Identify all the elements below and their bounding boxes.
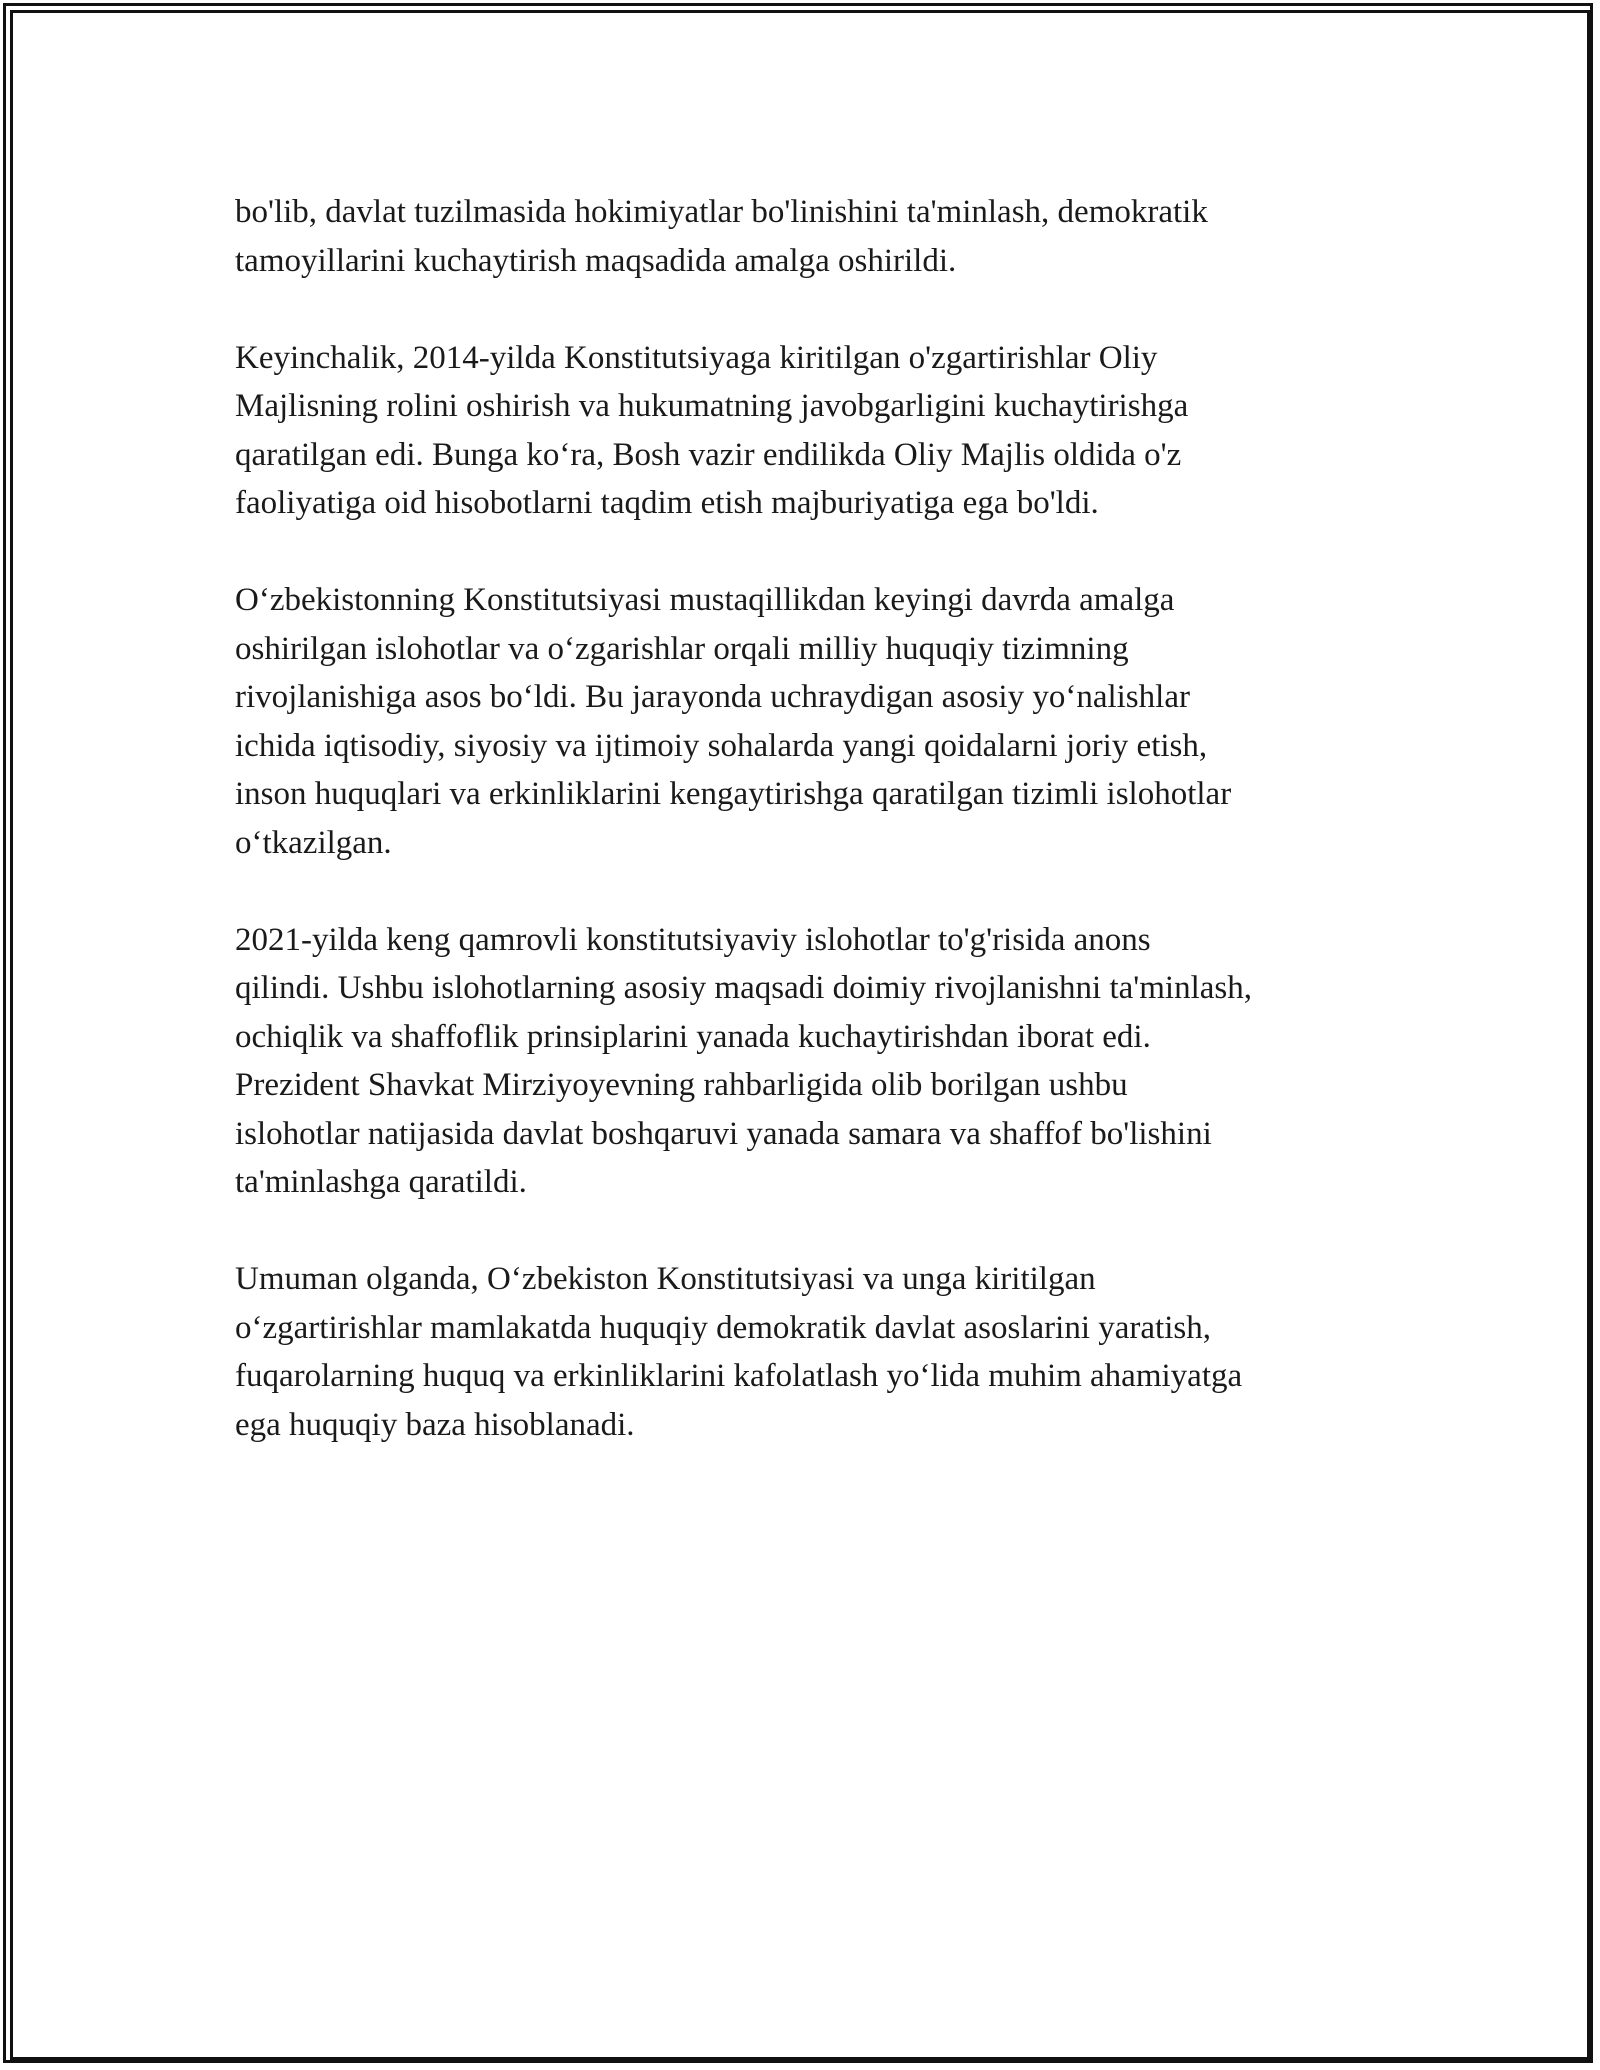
text-line: Prezident Shavkat Mirziyoyevning rahbarligida olib borilgan ushbu xyxy=(235,1067,1128,1103)
text-line: bo'lib, davlat tuzilmasida hokimiyatlar bo'linishini ta'minlash, demokratik xyxy=(235,194,1208,230)
paragraph-4 xyxy=(235,916,1385,1207)
document-body xyxy=(235,188,1385,1498)
text-line: Keyinchalik, 2014-yilda Konstitutsiyaga kiritilgan o'zgartirishlar Oliy xyxy=(235,339,1158,376)
text-line: ta'minlashga qaratildi. xyxy=(235,1164,527,1200)
text-line: ega huquqiy baza hisoblanadi. xyxy=(235,1406,635,1443)
text-line: qaratilgan edi. Bunga ko‘ra, Bosh vazir endilikda Oliy Majlis oldida o'z xyxy=(235,436,1182,473)
text-line: tamoyillarini kuchaytirish maqsadida amalga oshirildi. xyxy=(235,242,957,279)
text-line: O‘zbekistonning Konstitutsiyasi mustaqillikdan keyingi davrda amalga xyxy=(235,582,1175,618)
paragraph-2 xyxy=(235,334,1385,528)
text-line: ichida iqtisodiy, siyosiy va ijtimoiy sohalarda yangi qoidalarni joriy etish, xyxy=(235,727,1208,764)
text-line: o‘zgartirishlar mamlakatda huquqiy demokratik davlat asoslarini yaratish, xyxy=(235,1309,1211,1346)
text-line: Majlisning rolini oshirish va hukumatning javobgarligini kuchaytirishga xyxy=(235,388,1189,424)
text-line: fuqarolarning huquq va erkinliklarini kafolatlash yo‘lida muhim ahamiyatga xyxy=(235,1358,1243,1394)
text-line: faoliyatiga oid hisobotlarni taqdim etish majburiyatiga ega bo'ldi. xyxy=(235,485,1099,521)
paragraph-1 xyxy=(235,188,1385,285)
text-line: qilindi. Ushbu islohotlarning asosiy maqsadi doimiy rivojlanishni ta'minlash, xyxy=(235,970,1252,1006)
text-line: ochiqlik va shaffoflik prinsiplarini yanada kuchaytirishdan iborat edi. xyxy=(235,1018,1151,1055)
text-line: islohotlar natijasida davlat boshqaruvi yanada samara va shaffof bo'lishini xyxy=(235,1115,1212,1152)
paragraph-3 xyxy=(235,576,1385,867)
text-line: oshirilgan islohotlar va o‘zgarishlar orqali milliy huquqiy tizimning xyxy=(235,630,1129,667)
text-line: o‘tkazilgan. xyxy=(235,824,392,861)
text-line: rivojlanishiga asos bo‘ldi. Bu jarayonda uchraydigan asosiy yo‘nalishlar xyxy=(235,679,1190,715)
text-line: Umuman olganda, O‘zbekiston Konstitutsiyasi va unga kiritilgan xyxy=(235,1261,1096,1297)
text-line: 2021-yilda keng qamrovli konstitutsiyaviy islohotlar to'g'risida anons xyxy=(235,921,1151,958)
text-line: inson huquqlari va erkinliklarini kengaytirishga qaratilgan tizimli islohotlar xyxy=(235,776,1232,812)
paragraph-5 xyxy=(235,1255,1385,1449)
